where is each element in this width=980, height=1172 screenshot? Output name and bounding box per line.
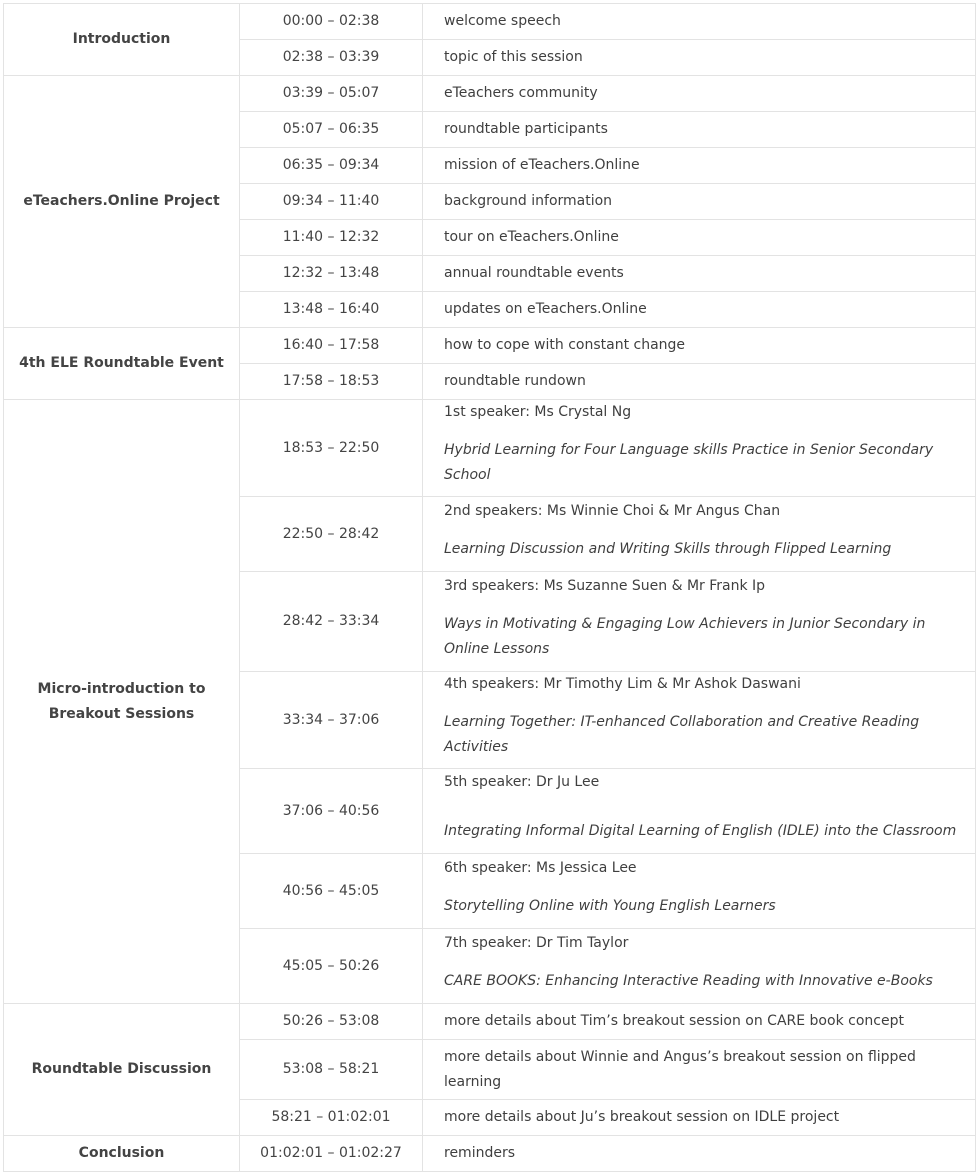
topic-cell: background information: [423, 184, 976, 220]
spacer: [444, 956, 963, 969]
time-cell: 22:50 – 28:42: [240, 497, 423, 572]
spacer: [444, 524, 963, 537]
table-row: [4, 328, 976, 364]
topic-cell: welcome speech: [423, 4, 976, 40]
time-cell: 18:53 – 22:50: [240, 400, 423, 497]
speaker-name: 5th speaker: Dr Ju Lee: [444, 774, 600, 790]
time-cell: 16:40 – 17:58: [240, 328, 423, 364]
topic-cell: [423, 929, 976, 1004]
speaker-name: 6th speaker: Ms Jessica Lee: [444, 859, 637, 876]
topic-cell: [423, 400, 976, 497]
topic-cell: roundtable rundown: [423, 364, 976, 400]
time-cell: 58:21 – 01:02:01: [240, 1100, 423, 1136]
spacer: [444, 599, 963, 612]
talk-title: Integrating Informal Digital Learning of English (IDLE) into the Classroom: [444, 823, 957, 839]
spacer: [444, 881, 963, 894]
talk-title: Learning Discussion and Writing Skills through Flipped Learning: [444, 540, 892, 557]
topic-cell: more details about Winnie and Angus’s breakout session on flipped learning: [423, 1040, 976, 1100]
speaker-name: 1st speaker: Ms Crystal Ng: [444, 404, 632, 420]
table-row: [4, 4, 976, 40]
topic-cell: reminders: [423, 1136, 976, 1172]
speaker-name: 7th speaker: Dr Tim Taylor: [444, 934, 629, 951]
speaker-name: 4th speakers: Mr Timothy Lim & Mr Ashok Daswani: [444, 676, 801, 692]
section-project: eTeachers.Online Project: [4, 76, 240, 328]
topic-cell: [423, 572, 976, 672]
section-event: 4th ELE Roundtable Event: [4, 328, 240, 400]
talk-title: CARE BOOKS: Enhancing Interactive Reading with Innovative e-Books: [444, 972, 933, 989]
topic-cell: mission of eTeachers.Online: [423, 148, 976, 184]
table-row: [4, 400, 976, 497]
time-cell: 06:35 – 09:34: [240, 148, 423, 184]
agenda-table-container: [3, 3, 975, 1172]
time-cell: 33:34 – 37:06: [240, 672, 423, 769]
time-cell: 12:32 – 13:48: [240, 256, 423, 292]
topic-cell: how to cope with constant change: [423, 328, 976, 364]
time-cell: 02:38 – 03:39: [240, 40, 423, 76]
spacer: [444, 697, 963, 710]
topic-cell: [423, 497, 976, 572]
topic-cell: tour on eTeachers.Online: [423, 220, 976, 256]
time-cell: 50:26 – 53:08: [240, 1004, 423, 1040]
time-cell: 13:48 – 16:40: [240, 292, 423, 328]
time-cell: 17:58 – 18:53: [240, 364, 423, 400]
topic-cell: updates on eTeachers.Online: [423, 292, 976, 328]
speaker-name: 3rd speakers: Ms Suzanne Suen & Mr Frank Ip: [444, 577, 766, 594]
time-cell: 01:02:01 – 01:02:27: [240, 1136, 423, 1172]
time-cell: 05:07 – 06:35: [240, 112, 423, 148]
topic-cell: annual roundtable events: [423, 256, 976, 292]
time-cell: 28:42 – 33:34: [240, 572, 423, 672]
time-cell: 37:06 – 40:56: [240, 769, 423, 854]
topic-cell: [423, 672, 976, 769]
speaker-name: 2nd speakers: Ms Winnie Choi & Mr Angus Chan: [444, 502, 781, 519]
table-row: [4, 1004, 976, 1040]
talk-title: Ways in Motivating & Engaging Low Achievers in Junior Secondary in Online Lessons: [444, 615, 926, 657]
time-cell: 09:34 – 11:40: [240, 184, 423, 220]
time-cell: 53:08 – 58:21: [240, 1040, 423, 1100]
section-micro: Micro-introduction to Breakout Sessions: [4, 400, 240, 1004]
topic-cell: roundtable participants: [423, 112, 976, 148]
topic-cell: more details about Tim’s breakout session on CARE book concept: [423, 1004, 976, 1040]
time-cell: 00:00 – 02:38: [240, 4, 423, 40]
topic-cell: topic of this session: [423, 40, 976, 76]
table-row: [4, 76, 976, 112]
topic-cell: [423, 769, 976, 854]
topic-cell: [423, 854, 976, 929]
section-introduction: Introduction: [4, 4, 240, 76]
topic-cell: eTeachers community: [423, 76, 976, 112]
spacer: [444, 795, 963, 819]
spacer: [444, 425, 963, 438]
time-cell: 40:56 – 45:05: [240, 854, 423, 929]
talk-title: Storytelling Online with Young English Learners: [444, 897, 776, 914]
time-cell: 03:39 – 05:07: [240, 76, 423, 112]
time-cell: 11:40 – 12:32: [240, 220, 423, 256]
agenda-table: [3, 3, 976, 1172]
table-row: [4, 1136, 976, 1172]
talk-title: Hybrid Learning for Four Language skills Practice in Senior Secondary School: [444, 442, 934, 483]
section-discussion: Roundtable Discussion: [4, 1004, 240, 1136]
section-conclusion: Conclusion: [4, 1136, 240, 1172]
topic-cell: more details about Ju’s breakout session on IDLE project: [423, 1100, 976, 1136]
time-cell: 45:05 – 50:26: [240, 929, 423, 1004]
talk-title: Learning Together: IT-enhanced Collaboration and Creative Reading Activities: [444, 714, 920, 755]
